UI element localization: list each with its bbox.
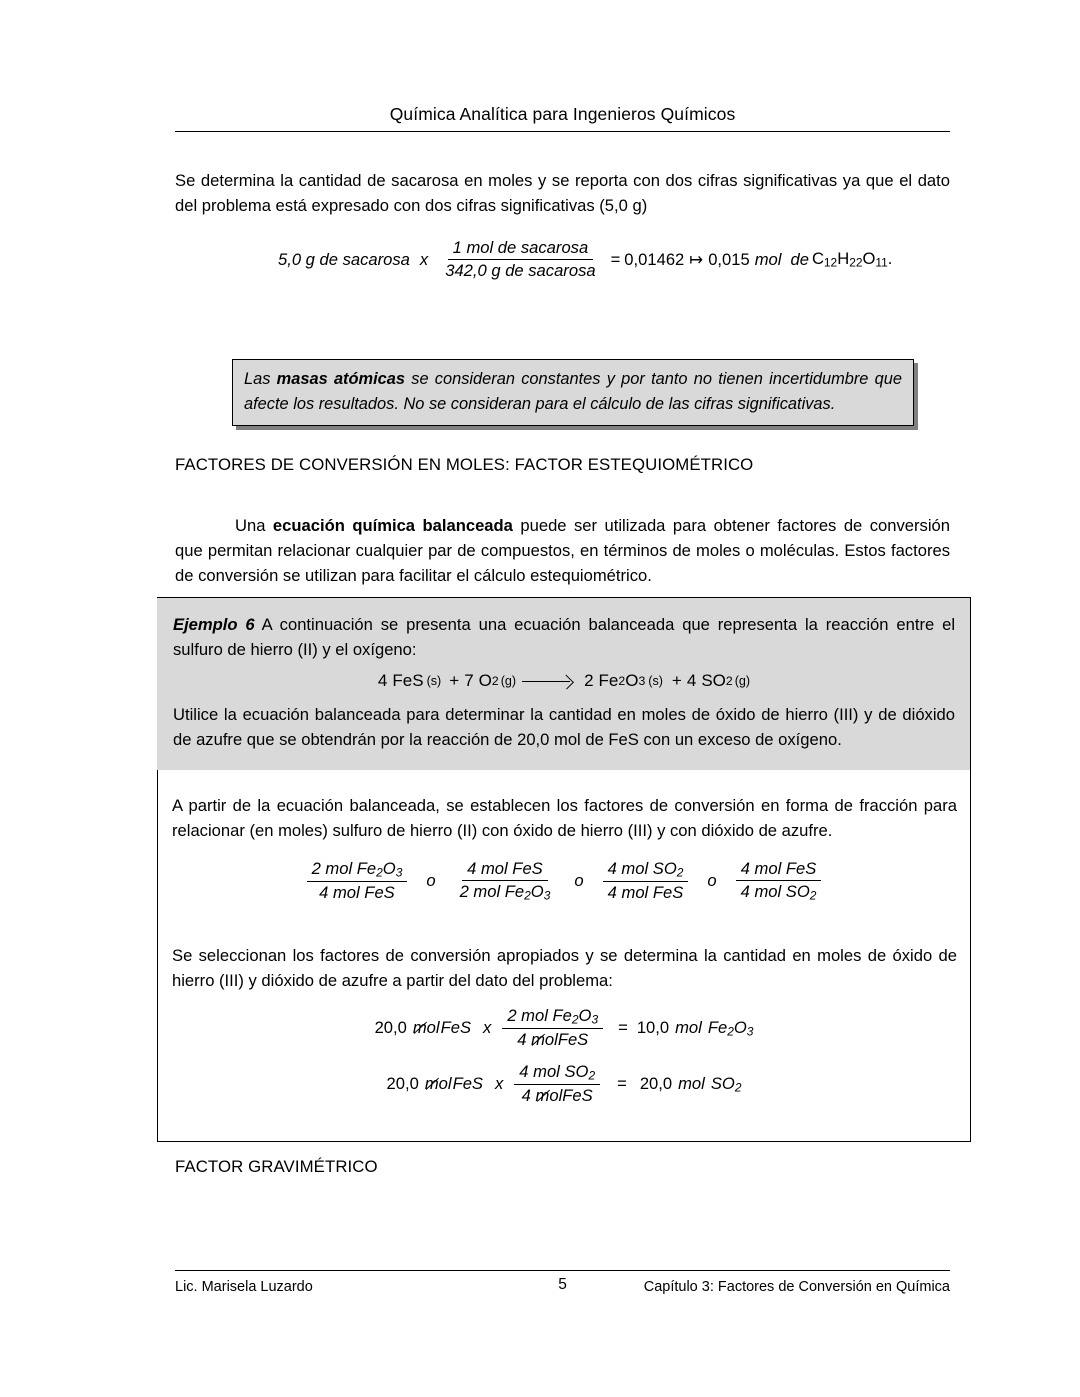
- example-gray-content: [173, 612, 955, 752]
- reactant2-coefficient: 7: [464, 671, 474, 690]
- footer-author: Lic. Marisela Luzardo: [175, 1279, 313, 1295]
- calc2-den-number: 4: [521, 1085, 531, 1105]
- calc1-num-sub1: 2: [571, 1012, 579, 1027]
- calc1-times-symbol: x: [483, 1017, 492, 1037]
- product1-coefficient: 2: [584, 671, 594, 690]
- reactant2-formula: O: [478, 671, 492, 690]
- conversion-fraction-4: [736, 859, 822, 903]
- calc1-result-sub2: 3: [746, 1024, 754, 1039]
- product1-state: (s): [648, 674, 663, 688]
- formula-h-subscript: 22: [849, 255, 863, 270]
- calc2-den-species: FeS: [562, 1085, 593, 1105]
- calc1-den-number: 4: [517, 1029, 527, 1049]
- example-label: Ejemplo 6: [173, 615, 255, 634]
- conversion-factors-row: [157, 859, 971, 903]
- calc1-result-formula: [708, 1018, 754, 1039]
- reactant1-state: (s): [426, 674, 442, 688]
- conversion-fraction-3: [603, 859, 689, 903]
- product2-subscript: 2: [725, 674, 733, 688]
- reactant1-formula: FeS: [392, 671, 424, 690]
- calc2-result-number: 20,0: [639, 1073, 673, 1093]
- calc1-den-mol: mol: [531, 1029, 558, 1049]
- footer-chapter: Capítulo 3: Factores de Conversión en Química: [643, 1279, 950, 1295]
- equation-formula-sucrose: [812, 249, 892, 270]
- equation-mapsto-symbol: ↦: [689, 249, 704, 269]
- formula-o-subscript: 11: [875, 255, 888, 270]
- calc1-lead-number: 20,0: [374, 1017, 407, 1037]
- calc1-result-pre: Fe: [707, 1017, 728, 1037]
- calc1-lead-species: FeS: [440, 1017, 472, 1037]
- fraction-denominator: 342,0 g de sacarosa: [445, 261, 596, 280]
- calc1-result-mid: O: [733, 1017, 747, 1037]
- fraction-2-den-sub2: 3: [543, 888, 551, 903]
- reactant1-coefficient: 4: [377, 671, 388, 690]
- section-heading-gravimetrico: FACTOR GRAVIMÉTRICO: [175, 1157, 378, 1176]
- calc2-lead-mol-cancelled: [425, 1074, 452, 1094]
- intro-paragraph: Se determina la cantidad de sacarosa en moles y se reporta con dos cifras significativas ya que el dato del problema está expresado con dos cifras significativas (5,0 g): [175, 171, 950, 215]
- fraction-2-den-mid: O: [530, 882, 544, 901]
- product2-formula: SO: [701, 671, 726, 690]
- fraction-4-den-pre: 4 mol SO: [740, 882, 810, 901]
- calc2-lead-number: 20,0: [386, 1073, 419, 1093]
- header-divider: [175, 131, 950, 132]
- reactant2-state: (g): [500, 674, 517, 688]
- fraction-2-den-pre: 2 mol Fe: [459, 882, 525, 901]
- fraction-4-denominator: [736, 881, 822, 903]
- calc2-fraction-denominator: [517, 1085, 598, 1106]
- calc1-num-pre: 2 mol Fe: [507, 1006, 572, 1025]
- calc2-result-formula: [711, 1074, 742, 1095]
- note-text-part1: Las: [244, 370, 277, 388]
- example-task-paragraph: Utilice la ecuación balanceada para determinar la cantidad en moles de óxido de hierro (III) y de dióxido de azufre que se obtendrán por la reacción de 20,0 mol de FeS con un exceso de oxígeno.: [173, 705, 955, 749]
- example-gray-band: [157, 598, 970, 770]
- calc1-lead-mol: mol: [412, 1017, 440, 1037]
- equation-lead: 5,0 g de sacarosa: [278, 249, 410, 269]
- fraction-1-denominator: 4 mol FeS: [319, 882, 395, 902]
- fraction-2-numerator: 4 mol FeS: [462, 859, 548, 881]
- equation-fraction: [440, 238, 600, 281]
- section-heading-estequiometrico: FACTORES DE CONVERSIÓN EN MOLES: FACTOR ESTEQUIOMÉTRICO: [175, 455, 754, 474]
- fraction-3-num-sub1: 2: [676, 865, 684, 880]
- calc2-lead-species: FeS: [452, 1073, 483, 1093]
- reaction-plus-2: +: [671, 671, 682, 690]
- reaction-plus-1: +: [449, 671, 460, 690]
- fraction-1-num-sub1: 2: [376, 865, 383, 880]
- calc1-fraction-denominator: [512, 1029, 593, 1050]
- reactant2-subscript: 2: [491, 674, 499, 688]
- calc2-fraction-numerator: [514, 1062, 600, 1085]
- calc1-result-sub1: 2: [727, 1024, 734, 1039]
- calc1-equals: =: [618, 1017, 628, 1037]
- calculation-line-1: [157, 1006, 971, 1050]
- section-paragraph-part1: Una: [235, 516, 273, 535]
- formula-c-subscript: 12: [823, 255, 838, 270]
- calc2-equals: =: [617, 1073, 627, 1093]
- calc1-fraction: [502, 1006, 603, 1050]
- equation-value: 0,01462: [624, 249, 685, 269]
- fraction-2-denominator: [455, 881, 556, 903]
- formula-period: .: [887, 249, 893, 269]
- equation-sacarosa: [278, 238, 892, 281]
- calculation-line-2: [157, 1062, 971, 1106]
- fraction-3-numerator: [603, 859, 689, 882]
- footer-page-number: 5: [558, 1276, 567, 1293]
- section-paragraph-part2: puede ser utilizada para obtener factores de conversión que permitan relacionar cualquier par de compuestos, en términos de moles o moléculas. Estos factores de conversión se utilizan para facilitar el cálculo estequiométrico.: [175, 516, 950, 585]
- calc2-num-sub1: 2: [588, 1068, 596, 1083]
- section-paragraph-bold: ecuación química balanceada: [272, 516, 513, 535]
- fraction-4-numerator: 4 mol FeS: [736, 859, 822, 881]
- product2-state: (g): [734, 674, 751, 688]
- equation-unit: mol: [754, 249, 782, 269]
- calc1-result-mol: mol: [675, 1017, 702, 1037]
- calc1-num-sub2: 3: [591, 1012, 599, 1027]
- calc2-result-sub1: 2: [734, 1080, 742, 1095]
- fraction-2-den-sub1: 2: [524, 888, 531, 903]
- product1-subscript-o: 3: [638, 674, 646, 688]
- select-factors-paragraph: Se seleccionan los factores de conversión apropiados y se determina la cantidad en moles de óxido de hierro (III) y dióxido de azufre a partir del dato del problema:: [172, 946, 957, 990]
- calc2-den-mol-cancelled: [536, 1086, 563, 1106]
- calc1-fraction-numerator: [502, 1006, 603, 1029]
- calc2-lead-mol: mol: [424, 1073, 452, 1093]
- fraction-1-num-mid: O: [382, 859, 396, 878]
- conversion-fraction-2: [455, 859, 556, 903]
- fraction-1-numerator: [307, 859, 408, 882]
- equation-times-symbol: x: [419, 249, 429, 269]
- page-header-title: Química Analítica para Ingenieros Químicos: [389, 104, 736, 124]
- section-paragraph: [175, 513, 950, 588]
- fraction-1-num-pre: 2 mol Fe: [311, 859, 377, 878]
- calc2-result-pre: SO: [710, 1073, 735, 1093]
- product1-formula-fe: Fe: [598, 671, 619, 690]
- example-intro-paragraph: [173, 612, 955, 662]
- example-intro-text: A continuación se presenta una ecuación balanceada que representa la reacción entre el sulfuro de hierro (II) y el oxígeno:: [173, 615, 956, 659]
- factors-paragraph: A partir de la ecuación balanceada, se establecen los factores de conversión en forma de fracción para relacionar (en moles) sulfuro de hierro (II) con óxido de hierro (III) y con dióxido de azufre.: [172, 796, 957, 840]
- calc2-times-symbol: x: [495, 1073, 504, 1093]
- product1-subscript-fe: 2: [618, 674, 626, 688]
- calc1-lead-mol-cancelled: [413, 1018, 440, 1038]
- conversion-fraction-1: [307, 859, 408, 903]
- note-callout-box: [232, 359, 914, 426]
- fraction-4-den-sub1: 2: [809, 888, 817, 903]
- reaction-arrow-icon: [522, 675, 578, 687]
- equation-equals: =: [610, 249, 621, 269]
- calc1-result-number: 10,0: [636, 1017, 670, 1037]
- separator-o-3: o: [707, 870, 717, 890]
- note-text-bold: masas atómicas: [276, 370, 406, 388]
- fraction-numerator: 1 mol de sacarosa: [448, 238, 594, 260]
- formula-o: O: [862, 249, 876, 269]
- fraction-3-denominator: 4 mol FeS: [607, 882, 684, 902]
- product2-coefficient: 4: [686, 671, 697, 690]
- calc1-num-mid: O: [578, 1006, 592, 1025]
- formula-c: C: [811, 249, 824, 269]
- fraction-3-num-pre: 4 mol SO: [607, 859, 677, 878]
- fraction-1-num-sub2: 3: [395, 865, 403, 880]
- calc2-den-mol: mol: [535, 1085, 563, 1105]
- calc2-num-pre: 4 mol SO: [519, 1062, 589, 1081]
- equation-de: de: [790, 249, 809, 269]
- calc1-den-species: FeS: [557, 1029, 589, 1049]
- calc1-den-mol-cancelled: [531, 1030, 558, 1050]
- calc2-result-mol: mol: [678, 1073, 705, 1093]
- separator-o-1: o: [426, 870, 436, 890]
- note-text-part2: se consideran constantes y por tanto no tienen incertidumbre que afecte los resultados. No se consideran para el cálculo de las cifras significativas.: [244, 370, 903, 413]
- separator-o-2: o: [574, 870, 584, 890]
- equation-rounded-value: 0,015: [708, 249, 750, 269]
- chemical-reaction-equation: [173, 671, 955, 691]
- formula-h: H: [837, 249, 850, 269]
- footer-divider: [175, 1270, 950, 1271]
- calc2-fraction: [514, 1062, 600, 1106]
- product1-formula-o: O: [625, 671, 639, 690]
